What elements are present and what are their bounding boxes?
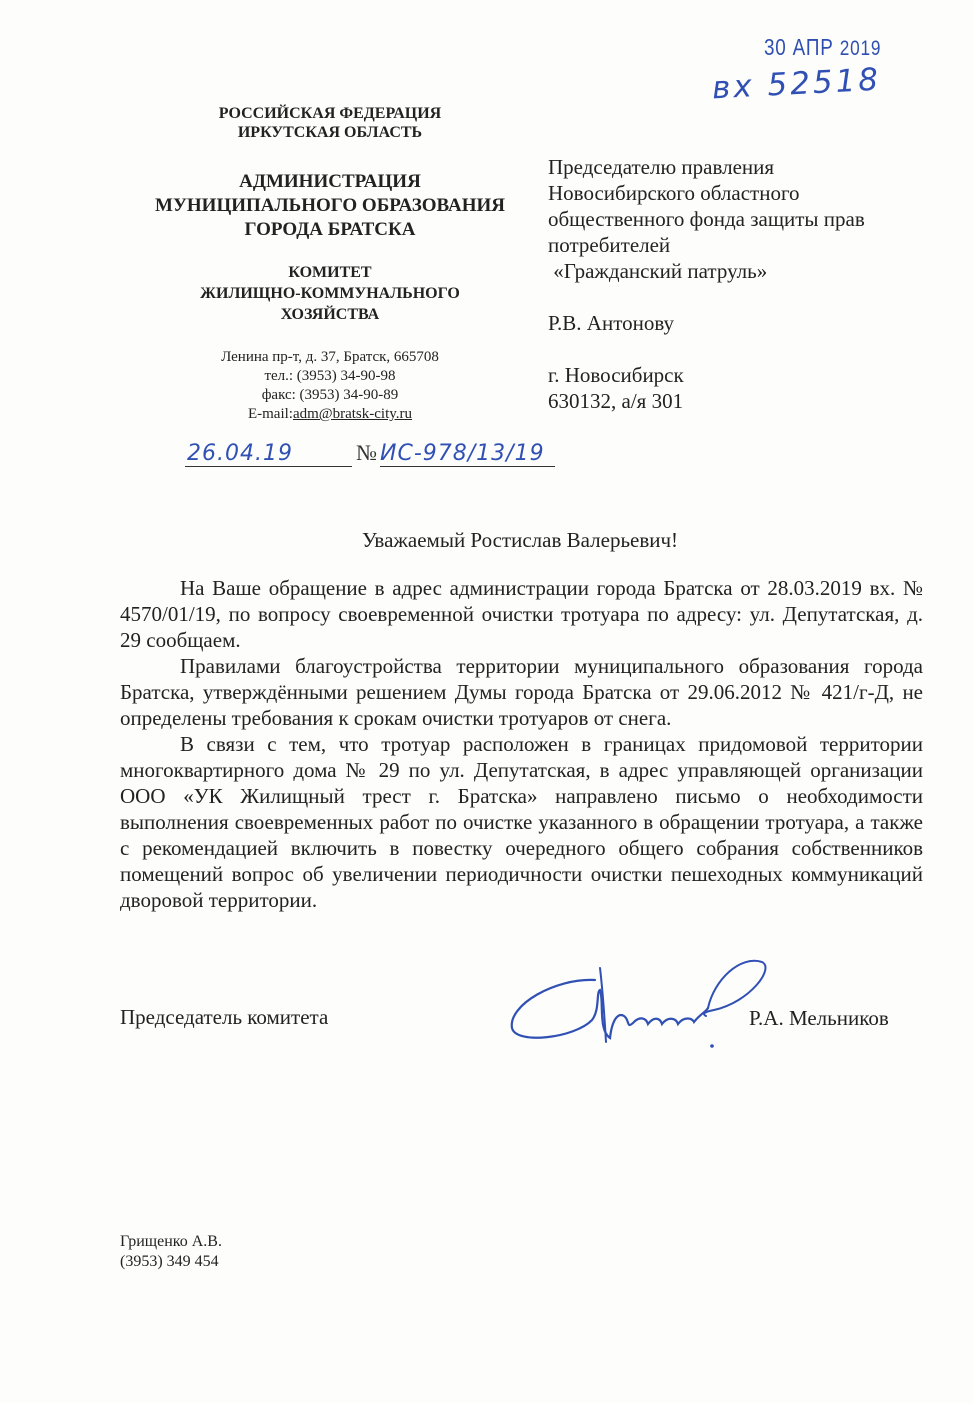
received-date-stamp	[764, 34, 881, 61]
executor-block	[120, 1232, 222, 1272]
body-paragraph-1: На Ваше обращение в адрес администрации города Братска от 28.03.2019 вх. № 4570/01/19, по вопросу своевременной очистки тротуара по адресу: ул. Депутатская, д. 29 сообщаем.	[120, 576, 923, 652]
sender-country: РОССИЙСКАЯ ФЕДЕРАЦИЯ	[218, 105, 442, 122]
recipient-city: г. Новосибирск	[548, 363, 684, 387]
sender-administration	[120, 170, 540, 242]
email-link[interactable]: adm@bratsk-city.ru	[292, 406, 413, 422]
stamp-date-text: 30 АПР	[764, 34, 834, 60]
sender-state-header	[120, 104, 540, 142]
outgoing-number-handwritten: ИС-978/13/19	[380, 441, 545, 466]
sender-email-line	[120, 405, 540, 424]
signatory-title: Председатель комитета	[120, 1005, 329, 1029]
body-paragraph-2: Правилами благоустройства территории муниципального образования города Братска, утверждёнными решением Думы города Братска от 29.06.2012 № 421/г-Д, не определены требования к срокам очистки тротуаров от снега.	[120, 654, 923, 730]
outgoing-reference	[185, 440, 555, 467]
recipient-name: Р.В. Антонову	[548, 311, 675, 335]
number-sign: №	[356, 440, 377, 465]
committee-line-3: ХОЗЯЙСТВА	[280, 306, 380, 323]
recipient-postal: 630132, а/я 301	[548, 389, 684, 413]
outgoing-date-handwritten: 26.04.19	[187, 441, 293, 466]
stamp-year-text: 2019	[839, 37, 882, 60]
admin-line-3: ГОРОДА БРАТСКА	[244, 219, 416, 240]
committee-line-1: КОМИТЕТ	[288, 264, 372, 281]
body-paragraph-3: В связи с тем, что тротуар расположен в границах придомовой территории многоквартирного дома № 29 по ул. Депутатская, в адрес управляющей организации ООО «УК Жилищный трест г. Братска» направлено письмо о необходимости выполнения своевременных работ по очистке указанного в обращении тротуара, а также с рекомендацией включить в повестку очередного общего собрания собственников помещений вопрос об увеличении периодичности очистки пешеходных коммуникаций дворовой территории.	[120, 732, 923, 912]
admin-line-1: АДМИНИСТРАЦИЯ	[239, 171, 421, 192]
sender-phone: тел.: (3953) 34-90-98	[264, 368, 396, 384]
sender-address: Ленина пр-т, д. 37, Братск, 665708	[221, 349, 439, 365]
recipient-line-4: потребителей	[548, 233, 671, 257]
outgoing-date-field	[185, 442, 352, 467]
handwritten-signature	[500, 950, 770, 1060]
recipient-line-2: Новосибирского областного	[548, 181, 800, 205]
recipient-line-1: Председателю правления	[548, 155, 775, 179]
greeting: Уважаемый Ростислав Валерьевич!	[361, 528, 679, 552]
sender-contacts	[120, 348, 540, 424]
sender-fax: факс: (3953) 34-90-89	[261, 387, 399, 403]
sender-region: ИРКУТСКАЯ ОБЛАСТЬ	[237, 124, 423, 141]
letter-body	[120, 575, 923, 913]
recipient-line-3: общественного фонда защиты прав	[548, 207, 865, 231]
admin-line-2: МУНИЦИПАЛЬНОГО ОБРАЗОВАНИЯ	[155, 195, 505, 216]
sender-committee	[120, 262, 540, 325]
outgoing-number-field	[380, 442, 555, 467]
recipient-block	[548, 154, 948, 414]
email-label: E-mail:	[247, 406, 293, 422]
signatory-name: Р.А. Мельников	[749, 1006, 889, 1030]
executor-phone: (3953) 349 454	[120, 1253, 219, 1270]
incoming-number-handwritten: вх 52518	[711, 61, 882, 107]
committee-line-2: ЖИЛИЩНО-КОММУНАЛЬНОГО	[200, 285, 460, 302]
executor-name: Грищенко А.В.	[120, 1233, 222, 1250]
recipient-line-5: «Гражданский патруль»	[548, 259, 768, 283]
